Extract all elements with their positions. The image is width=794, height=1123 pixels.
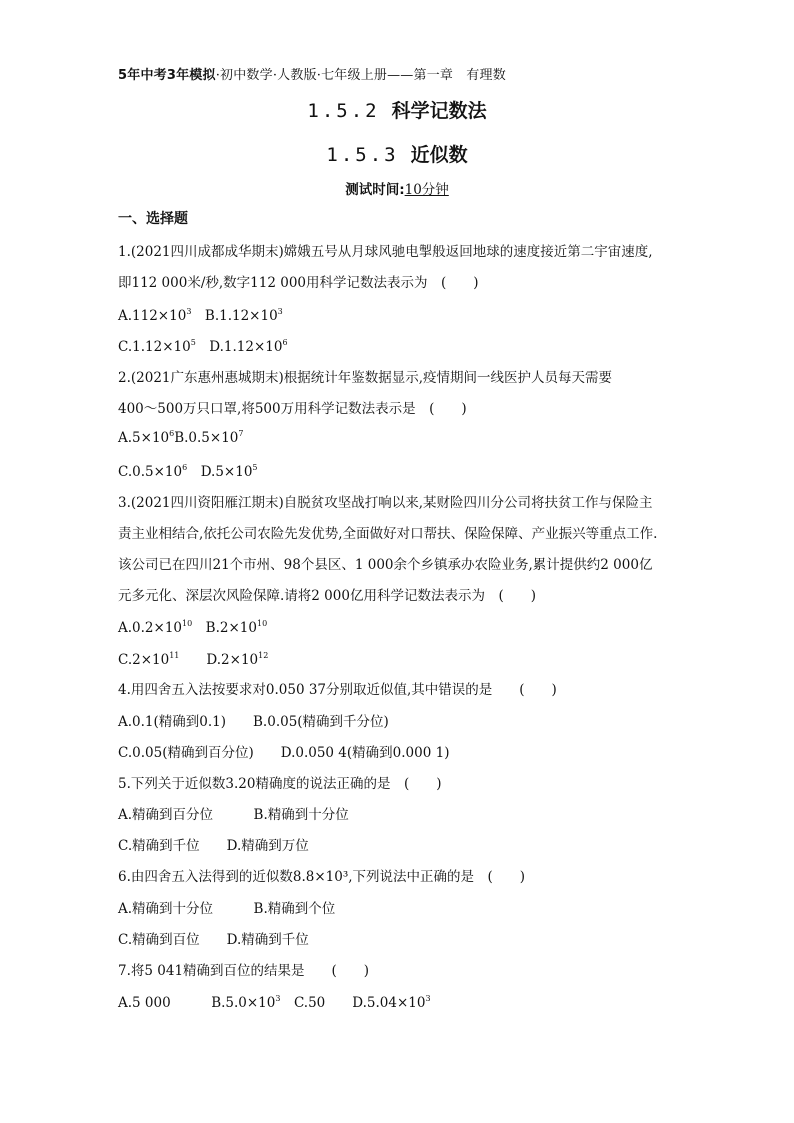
option-text: B.2×10 (192, 620, 257, 636)
test-time-label: 测试时间: (345, 182, 405, 198)
title-text: 近似数 (410, 144, 468, 166)
question-3-options-row-1 (118, 616, 267, 636)
question-6-line-1: 6.由四舍五入法得到的近似数8.8×10³,下列说法中正确的是 ( ) (118, 869, 526, 885)
question-4-options-row-1: A.0.1(精确到0.1) B.0.05(精确到千分位) (118, 714, 389, 730)
title-number: 1.5.3 (326, 144, 399, 166)
section-heading: 一、选择题 (118, 211, 188, 227)
question-5-line-1: 5.下列关于近似数3.20精确度的说法正确的是 ( ) (118, 776, 442, 792)
title-number: 1.5.2 (307, 100, 380, 122)
question-3-options-row-2 (118, 648, 268, 668)
question-7-options-row-1 (118, 991, 431, 1011)
title-text: 科学记数法 (391, 100, 487, 122)
question-1-options-row-1 (118, 304, 283, 324)
test-time (0, 178, 794, 198)
question-5-options-row-2: C.精确到千位 D.精确到万位 (118, 838, 309, 854)
question-2-options-row-2 (118, 460, 258, 480)
question-3-line-2: 责主业相结合,依托公司农险先发优势,全面做好对口帮扶、保险保障、产业振兴等重点工作. (118, 526, 658, 542)
question-6-options-row-1: A.精确到十分位 B.精确到个位 (118, 901, 336, 917)
option-text: C.50 D.5.04×10 (280, 995, 426, 1011)
question-1-line-2: 即112 000米/秒,数字112 000用科学记数法表示为 ( ) (118, 275, 479, 291)
option-text: B.1.12×10 (191, 308, 278, 324)
option-text: D.5×10 (187, 464, 253, 480)
question-4-options-row-2: C.0.05(精确到百分位) D.0.050 4(精确到0.000 1) (118, 745, 450, 761)
question-3-line-4: 元多元化、深层次风险保障.请将2 000亿用科学记数法表示为 ( ) (118, 588, 536, 604)
option-text: A.5×10 (118, 430, 170, 446)
option-text: C.1.12×10 (118, 339, 191, 355)
option-text: D.1.12×10 (195, 339, 283, 355)
option-exponent: 12 (258, 651, 269, 660)
option-text: A.112×10 (118, 308, 187, 324)
test-time-value: 10分钟 (404, 182, 449, 198)
question-1-options-row-2 (118, 335, 288, 355)
option-text: B.0.5×10 (174, 430, 239, 446)
option-exponent: 3 (425, 994, 431, 1003)
option-exponent: 6 (169, 429, 175, 438)
option-exponent: 10 (256, 619, 268, 628)
option-exponent: 3 (275, 994, 281, 1003)
option-text: D.2×10 (179, 652, 259, 668)
option-text: A.0.2×10 (118, 620, 182, 636)
option-exponent: 6 (282, 338, 288, 347)
option-exponent: 11 (169, 651, 180, 660)
question-1-line-1: 1.(2021四川成都成华期末)嫦娥五号从月球风驰电掣般返回地球的速度接近第二宇宙速度, (118, 244, 653, 260)
section-title-1-5-2 (0, 96, 794, 123)
question-2-line-2: 400～500万只口罩,将500万用科学记数法表示是 ( ) (118, 401, 467, 417)
question-2-line-1: 2.(2021广东惠州惠城期末)根据统计年鉴数据显示,疫情期间一线医护人员每天需要 (118, 370, 613, 386)
section-title-1-5-3 (0, 140, 794, 167)
question-5-options-row-1: A.精确到百分位 B.精确到十分位 (118, 807, 349, 823)
option-exponent: 5 (252, 463, 258, 472)
header-rest: ·初中数学·人教版·七年级上册——第一章 有理数 (215, 68, 506, 83)
option-exponent: 5 (190, 338, 196, 347)
running-header (118, 64, 506, 83)
option-exponent: 7 (238, 429, 244, 438)
question-3-line-3: 该公司已在四川21个市州、98个县区、1 000余个乡镇承办农险业务,累计提供约2 000亿 (118, 557, 653, 573)
option-text: A.5 000 B.5.0×10 (118, 995, 276, 1011)
option-text: C.0.5×10 (118, 464, 183, 480)
question-7-line-1: 7.将5 041精确到百位的结果是 ( ) (118, 963, 370, 979)
question-4-line-1: 4.用四舍五入法按要求对0.050 37分别取近似值,其中错误的是 ( ) (118, 682, 557, 698)
question-6-options-row-2: C.精确到百位 D.精确到千位 (118, 932, 309, 948)
header-brand: 5年中考3年模拟 (118, 68, 216, 83)
question-2-options-row-1 (118, 429, 243, 446)
option-exponent: 3 (277, 307, 283, 316)
option-exponent: 10 (182, 619, 193, 628)
question-3-line-1: 3.(2021四川资阳雁江期末)自脱贫攻坚战打响以来,某财险四川分公司将扶贫工作与保险主 (118, 495, 653, 511)
option-text: C.2×10 (118, 652, 170, 668)
option-exponent: 6 (182, 463, 188, 472)
option-exponent: 3 (186, 307, 192, 316)
